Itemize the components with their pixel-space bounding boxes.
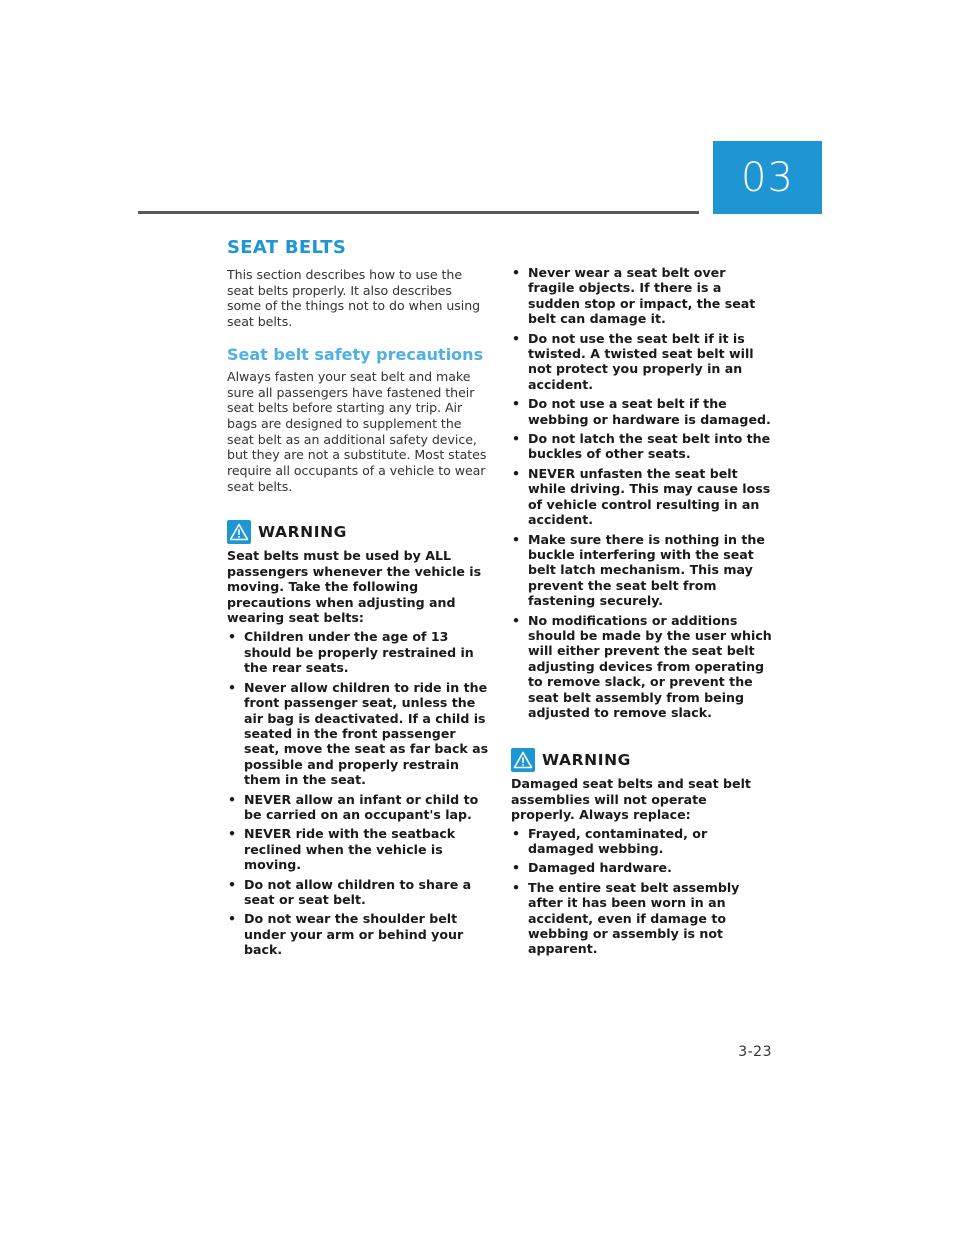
warning-triangle-icon [227,520,251,544]
list-item: • No modifications or additions should be made by the user which will either prevent the seat belt adjusting devices from operating to remove slack, or prevent the seat belt assembly from being adjusted to remove slack. [511,613,773,721]
list-item: • Do not use the seat belt if it is twisted. A twisted seat belt will not protect you properly in an accident. [511,331,773,393]
subsection-title: Seat belt safety precautions [227,344,484,364]
warning-label: WARNING [258,523,347,542]
warning-triangle-icon [511,748,535,772]
left-column [227,236,489,958]
subsection-paragraph: Always fasten your seat belt and make sure all passengers have fastened their seat belts before starting any trip. Air bags are designed to supplement the seat belt as an additional safety device, but they are not a substitute. Most states require all occupants of a vehicle to wear seat belts. [227,368,487,494]
warning-intro: Damaged seat belts and seat belt assemblies will not operate properly. Always replace: [511,776,751,823]
list-item: • Never wear a seat belt over fragile objects. If there is a sudden stop or impact, the seat belt can damage it. [511,265,773,327]
list-item: • Do not wear the shoulder belt under your arm or behind your back. [227,911,489,957]
section-title: SEAT BELTS [227,237,347,258]
warning-header [511,748,773,772]
list-item: • Frayed, contaminated, or damaged webbing. [511,826,773,857]
chapter-tab: 03 [713,141,822,214]
warning-header [227,520,489,544]
list-item: • Children under the age of 13 should be properly restrained in the rear seats. [227,629,489,675]
right-column [511,265,773,957]
warning-list-continued [511,265,773,720]
list-item: • Do not latch the seat belt into the buckles of other seats. [511,431,773,462]
warning-intro: Seat belts must be used by ALL passengers whenever the vehicle is moving. Take the following precautions when adjusting and wearing seat belts: [227,548,482,626]
list-item: • Damaged hardware. [511,860,773,875]
warning-label: WARNING [542,751,631,770]
warning-list [511,826,773,957]
list-item: • NEVER unfasten the seat belt while driving. This may cause loss of vehicle control resulting in an accident. [511,466,773,528]
list-item: • Make sure there is nothing in the buckle interfering with the seat belt latch mechanism. This may prevent the seat belt from fastening securely. [511,532,773,609]
list-item: • The entire seat belt assembly after it has been worn in an accident, even if damage to webbing or assembly is not apparent. [511,880,773,957]
intro-paragraph: This section describes how to use the seat belts properly. It also describes some of the things not to do when using seat belts. [227,267,481,330]
header-rule [138,211,699,214]
list-item: • NEVER ride with the seatback reclined when the vehicle is moving. [227,826,489,872]
warning-list [227,629,489,957]
page-number: 3-23 [738,1044,772,1060]
list-item: • Do not use a seat belt if the webbing or hardware is damaged. [511,396,773,427]
list-item: • Do not allow children to share a seat or seat belt. [227,877,489,908]
list-item: • Never allow children to ride in the front passenger seat, unless the air bag is deactivated. If a child is seated in the front passenger seat, move the seat as far back as possible and properly restrain them in the seat. [227,680,489,788]
list-item: • NEVER allow an infant or child to be carried on an occupant's lap. [227,792,489,823]
